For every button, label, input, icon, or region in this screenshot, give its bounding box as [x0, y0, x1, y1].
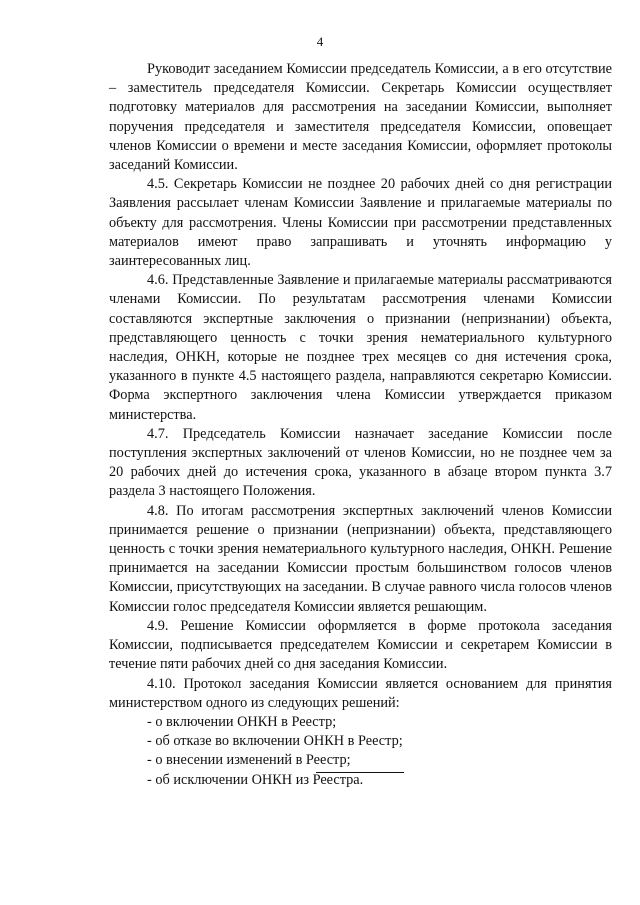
paragraph-4-8: 4.8. По итогам рассмотрения экспертных заключений членов Комиссии принимается решение о признании (непризнании) объекта, представляющего ценность с точки зрения нематериального культурного наследия, ОНКН. Решение принимается на заседании Комиссии простым большинством голосов членов Комиссии, присутствующих на заседании. В случае равного числа голосов членов Комиссии голос председателя Комиссии является решающим. [109, 502, 612, 615]
document-body [109, 60, 612, 790]
list-item: - об отказе во включении ОНКН в Реестр; [147, 733, 403, 750]
list-item: - о включении ОНКН в Реестр; [147, 713, 337, 730]
page-number: 4 [316, 34, 324, 49]
paragraph-4-7: 4.7. Председатель Комиссии назначает заседание Комиссии после поступления экспертных заключений от членов Комиссии, но не позднее чем за 20 рабочих дней до истечения срока, указанного в абзаце втором пункта 3.7 раздела 3 настоящего Положения. [109, 425, 612, 500]
end-divider [316, 772, 404, 773]
paragraph-4-10: 4.10. Протокол заседания Комиссии является основанием для принятия министерством одного из следующих решений: [109, 675, 612, 711]
list-item: - о внесении изменений в Реестр; [147, 752, 351, 769]
list-item: - об исключении ОНКН из Реестра. [147, 771, 364, 788]
paragraph-commission-chair: Руководит заседанием Комиссии председатель Комиссии, а в его отсутствие – заместитель председателя Комиссии. Секретарь Комиссии осуществляет подготовку материалов для рассмотрения на заседании Комиссии, выполняет поручения председателя и заместителя председателя Комиссии, оповещает членов Комиссии о времени и месте заседания Комиссии, оформляет протоколы заседаний Комиссии. [109, 61, 612, 174]
paragraph-4-9: 4.9. Решение Комиссии оформляется в форме протокола заседания Комиссии, подписывается председателем Комиссии и секретарем Комиссии в течение пяти рабочих дней со дня заседания Комиссии. [109, 617, 612, 673]
paragraph-4-6: 4.6. Представленные Заявление и прилагаемые материалы рассматриваются членами Комиссии. По результатам рассмотрения членами Комиссии составляются экспертные заключения о признании (непризнании) объекта, представляющего ценность с точки зрения нематериального культурного наследия, ОНКН, которые не позднее трех месяцев со дня истечения срока, указанного в пункте 4.5 настоящего раздела, направляются секретарю Комиссии. Форма экспертного заключения члена Комиссии утверждается приказом министерства. [109, 272, 612, 423]
decision-list [109, 713, 612, 790]
paragraph-4-5: 4.5. Секретарь Комиссии не позднее 20 рабочих дней со дня регистрации Заявления рассылает членам Комиссии Заявление и прилагаемые материалы по объекту для рассмотрения. Члены Комиссии при рассмотрении представленных материалов имеют право запрашивать и уточнять информацию у заинтересованных лиц. [109, 176, 612, 270]
